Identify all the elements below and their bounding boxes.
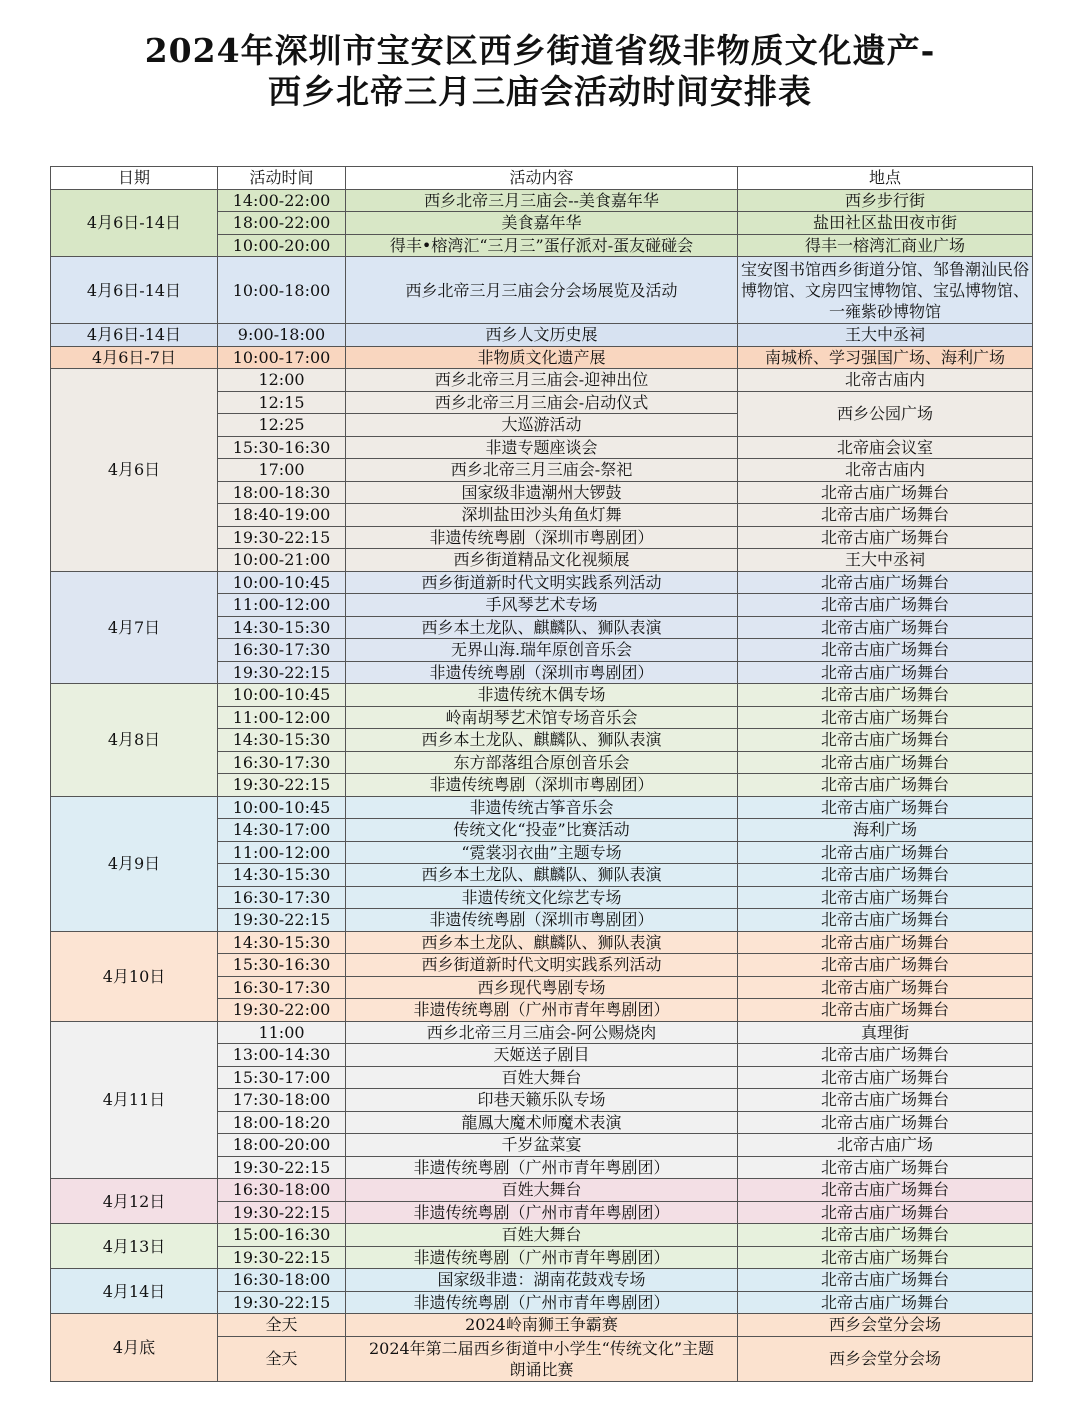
place-cell: 北帝古庙广场舞台 xyxy=(738,706,1033,729)
place-cell: 西乡公园广场 xyxy=(738,391,1033,436)
content-cell: 百姓大舞台 xyxy=(346,1224,738,1247)
time-cell: 10:00-10:45 xyxy=(218,571,346,594)
date-cell: 4月14日 xyxy=(51,1269,218,1314)
content-cell: 非遗传统粤剧（深圳市粤剧团） xyxy=(346,774,738,797)
time-cell: 16:30-17:30 xyxy=(218,976,346,999)
date-cell: 4月12日 xyxy=(51,1179,218,1224)
date-cell: 4月10日 xyxy=(51,931,218,1021)
group-apr6-14-exhibits xyxy=(51,257,1033,324)
place-cell: 北帝古庙广场舞台 xyxy=(738,616,1033,639)
place-cell: 北帝古庙广场舞台 xyxy=(738,639,1033,662)
group-apr6-14-food xyxy=(51,189,1033,257)
content-cell: 传统文化“投壶”比赛活动 xyxy=(346,819,738,842)
content-cell: 岭南胡琴艺术馆专场音乐会 xyxy=(346,706,738,729)
date-cell: 4月11日 xyxy=(51,1021,218,1179)
place-cell: 北帝古庙广场舞台 xyxy=(738,909,1033,932)
time-cell: 全天 xyxy=(218,1314,346,1337)
time-cell: 10:00-17:00 xyxy=(218,346,346,369)
place-cell: 北帝古庙广场舞台 xyxy=(738,1201,1033,1224)
group-apr14 xyxy=(51,1269,1033,1314)
content-cell: 西乡本土龙队、麒麟队、狮队表演 xyxy=(346,864,738,887)
date-cell: 4月6日-14日 xyxy=(51,324,218,347)
place-cell: 北帝古庙广场舞台 xyxy=(738,594,1033,617)
table-row xyxy=(51,571,1033,594)
date-cell: 4月6日-14日 xyxy=(51,189,218,257)
content-cell: 西乡本土龙队、麒麟队、狮队表演 xyxy=(346,931,738,954)
place-cell: 北帝古庙广场舞台 xyxy=(738,1044,1033,1067)
time-cell: 10:00-10:45 xyxy=(218,684,346,707)
time-cell: 17:00 xyxy=(218,459,346,482)
time-cell: 19:30-22:15 xyxy=(218,1291,346,1314)
content-cell: “霓裳羽衣曲”主题专场 xyxy=(346,841,738,864)
place-cell: 北帝古庙广场舞台 xyxy=(738,1246,1033,1269)
header-date: 日期 xyxy=(51,167,218,190)
time-cell: 16:30-18:00 xyxy=(218,1269,346,1292)
place-cell: 北帝古庙广场舞台 xyxy=(738,1224,1033,1247)
place-cell: 北帝古庙广场舞台 xyxy=(738,931,1033,954)
group-apr6-7 xyxy=(51,346,1033,369)
content-cell: 西乡北帝三月三庙会-阿公赐烧肉 xyxy=(346,1021,738,1044)
content-cell: 天姬送子剧目 xyxy=(346,1044,738,1067)
time-cell: 15:30-17:00 xyxy=(218,1066,346,1089)
place-cell: 得丰一榕湾汇商业广场 xyxy=(738,234,1033,257)
date-cell: 4月底 xyxy=(51,1314,218,1382)
content-cell: 印巷天籁乐队专场 xyxy=(346,1089,738,1112)
time-cell: 17:30-18:00 xyxy=(218,1089,346,1112)
table-row xyxy=(51,346,1033,369)
time-cell: 13:00-14:30 xyxy=(218,1044,346,1067)
time-cell: 10:00-21:00 xyxy=(218,549,346,572)
place-cell: 北帝古庙广场舞台 xyxy=(738,1089,1033,1112)
place-cell: 北帝古庙广场舞台 xyxy=(738,1156,1033,1179)
table-row xyxy=(51,1314,1033,1337)
place-cell: 北帝古庙广场舞台 xyxy=(738,729,1033,752)
content-cell: 西乡北帝三月三庙会-祭祀 xyxy=(346,459,738,482)
content-cell: 非遗传统粤剧（深圳市粤剧团） xyxy=(346,526,738,549)
place-cell: 盐田社区盐田夜市街 xyxy=(738,212,1033,235)
schedule-table xyxy=(50,166,1033,1382)
time-cell: 10:00-18:00 xyxy=(218,257,346,324)
date-cell: 4月6日 xyxy=(51,369,218,572)
table-row xyxy=(51,369,1033,392)
time-cell: 12:00 xyxy=(218,369,346,392)
time-cell: 11:00-12:00 xyxy=(218,594,346,617)
content-cell: 非遗传统古筝音乐会 xyxy=(346,796,738,819)
time-cell: 11:00-12:00 xyxy=(218,841,346,864)
header-place: 地点 xyxy=(738,167,1033,190)
content-cell: 千岁盆菜宴 xyxy=(346,1134,738,1157)
time-cell: 19:30-22:15 xyxy=(218,1156,346,1179)
time-cell: 16:30-17:30 xyxy=(218,751,346,774)
place-cell: 北帝古庙广场舞台 xyxy=(738,571,1033,594)
table-row xyxy=(51,931,1033,954)
content-cell: 深圳盐田沙头角鱼灯舞 xyxy=(346,504,738,527)
content-cell: 非遗传统粤剧（广州市青年粤剧团） xyxy=(346,1246,738,1269)
place-cell: 真理街 xyxy=(738,1021,1033,1044)
time-cell: 15:30-16:30 xyxy=(218,436,346,459)
place-cell: 北帝古庙广场舞台 xyxy=(738,999,1033,1022)
time-cell: 16:30-18:00 xyxy=(218,1179,346,1202)
table-row xyxy=(51,1021,1033,1044)
content-cell: 无界山海.瑞年原创音乐会 xyxy=(346,639,738,662)
table-row xyxy=(51,1179,1033,1202)
time-cell: 14:30-15:30 xyxy=(218,729,346,752)
place-cell: 北帝古庙广场舞台 xyxy=(738,796,1033,819)
content-cell: 东方部落组合原创音乐会 xyxy=(346,751,738,774)
place-cell: 北帝古庙广场舞台 xyxy=(738,684,1033,707)
time-cell: 11:00-12:00 xyxy=(218,706,346,729)
time-cell: 15:00-16:30 xyxy=(218,1224,346,1247)
place-cell: 北帝古庙内 xyxy=(738,459,1033,482)
content-cell: 西乡北帝三月三庙会-启动仪式 xyxy=(346,391,738,414)
group-apr6 xyxy=(51,369,1033,572)
time-cell: 16:30-17:30 xyxy=(218,639,346,662)
content-cell: 西乡现代粤剧专场 xyxy=(346,976,738,999)
time-cell: 14:00-22:00 xyxy=(218,189,346,212)
content-cell: 非遗传统文化综艺专场 xyxy=(346,886,738,909)
content-cell: 2024岭南狮王争霸赛 xyxy=(346,1314,738,1337)
content-cell: 百姓大舞台 xyxy=(346,1066,738,1089)
place-cell: 宝安图书馆西乡街道分馆、邹鲁潮汕民俗博物馆、文房四宝博物馆、宝弘博物馆、一雍紫砂博物馆 xyxy=(738,257,1033,324)
content-cell: 百姓大舞台 xyxy=(346,1179,738,1202)
place-cell: 北帝古庙广场舞台 xyxy=(738,864,1033,887)
content-cell: 西乡北帝三月三庙会-迎神出位 xyxy=(346,369,738,392)
table-row xyxy=(51,1269,1033,1292)
group-apr11 xyxy=(51,1021,1033,1179)
content-cell: 西乡街道新时代文明实践系列活动 xyxy=(346,571,738,594)
time-cell: 14:30-15:30 xyxy=(218,864,346,887)
group-apr8 xyxy=(51,684,1033,797)
content-cell: 西乡人文历史展 xyxy=(346,324,738,347)
content-cell: 非遗传统粤剧（广州市青年粤剧团） xyxy=(346,1201,738,1224)
place-cell: 北帝古庙广场舞台 xyxy=(738,1066,1033,1089)
time-cell: 18:00-18:30 xyxy=(218,481,346,504)
content-cell: 2024年第二届西乡街道中小学生“传统文化”主题朗诵比赛 xyxy=(346,1336,738,1381)
place-cell: 北帝古庙广场舞台 xyxy=(738,661,1033,684)
place-cell: 北帝古庙广场舞台 xyxy=(738,1269,1033,1292)
content-cell: 手风琴艺术专场 xyxy=(346,594,738,617)
content-cell: 西乡本土龙队、麒麟队、狮队表演 xyxy=(346,616,738,639)
date-cell: 4月13日 xyxy=(51,1224,218,1269)
place-cell: 北帝古庙广场舞台 xyxy=(738,1291,1033,1314)
content-cell: 国家级非遗潮州大锣鼓 xyxy=(346,481,738,504)
place-cell: 西乡会堂分会场 xyxy=(738,1314,1033,1337)
group-apr7 xyxy=(51,571,1033,684)
title-line-2: 西乡北帝三月三庙会活动时间安排表 xyxy=(268,72,812,111)
header-time: 活动时间 xyxy=(218,167,346,190)
time-cell: 10:00-10:45 xyxy=(218,796,346,819)
time-cell: 14:30-15:30 xyxy=(218,616,346,639)
group-apr9 xyxy=(51,796,1033,931)
place-cell: 北帝古庙广场舞台 xyxy=(738,976,1033,999)
time-cell: 19:30-22:15 xyxy=(218,661,346,684)
time-cell: 18:00-22:00 xyxy=(218,212,346,235)
place-cell: 北帝古庙广场舞台 xyxy=(738,481,1033,504)
date-cell: 4月8日 xyxy=(51,684,218,797)
content-cell: 非遗传统木偶专场 xyxy=(346,684,738,707)
time-cell: 18:00-20:00 xyxy=(218,1134,346,1157)
time-cell: 19:30-22:15 xyxy=(218,526,346,549)
page-title xyxy=(0,30,1080,112)
time-cell: 10:00-20:00 xyxy=(218,234,346,257)
content-cell: 非遗传统粤剧（广州市青年粤剧团） xyxy=(346,1291,738,1314)
place-cell: 北帝古庙广场舞台 xyxy=(738,1179,1033,1202)
place-cell: 北帝古庙广场舞台 xyxy=(738,1111,1033,1134)
place-cell: 北帝庙会议室 xyxy=(738,436,1033,459)
table-row xyxy=(51,324,1033,347)
place-cell: 北帝古庙广场舞台 xyxy=(738,954,1033,977)
content-cell: 非遗传统粤剧（广州市青年粤剧团） xyxy=(346,999,738,1022)
date-cell: 4月6日-7日 xyxy=(51,346,218,369)
place-cell: 西乡步行街 xyxy=(738,189,1033,212)
time-cell: 19:30-22:00 xyxy=(218,999,346,1022)
content-cell: 龍鳳大魔术师魔术表演 xyxy=(346,1111,738,1134)
time-cell: 12:25 xyxy=(218,414,346,437)
place-cell: 西乡会堂分会场 xyxy=(738,1336,1033,1381)
time-cell: 14:30-15:30 xyxy=(218,931,346,954)
time-cell: 18:40-19:00 xyxy=(218,504,346,527)
time-cell: 14:30-17:00 xyxy=(218,819,346,842)
content-cell: 国家级非遗：湖南花鼓戏专场 xyxy=(346,1269,738,1292)
place-cell: 北帝古庙广场舞台 xyxy=(738,526,1033,549)
date-cell: 4月9日 xyxy=(51,796,218,931)
time-cell: 19:30-22:15 xyxy=(218,774,346,797)
content-cell: 美食嘉年华 xyxy=(346,212,738,235)
group-apr10 xyxy=(51,931,1033,1021)
place-cell: 南城桥、学习强国广场、海利广场 xyxy=(738,346,1033,369)
place-cell: 王大中丞祠 xyxy=(738,549,1033,572)
content-cell: 西乡北帝三月三庙会分会场展览及活动 xyxy=(346,257,738,324)
table-row xyxy=(51,684,1033,707)
header-content: 活动内容 xyxy=(346,167,738,190)
content-cell: 大巡游活动 xyxy=(346,414,738,437)
content-cell: 非遗传统粤剧（深圳市粤剧团） xyxy=(346,909,738,932)
place-cell: 北帝古庙广场舞台 xyxy=(738,751,1033,774)
place-cell: 北帝古庙广场舞台 xyxy=(738,504,1033,527)
time-cell: 9:00-18:00 xyxy=(218,324,346,347)
group-apr6-14-history xyxy=(51,324,1033,347)
time-cell: 16:30-17:30 xyxy=(218,886,346,909)
table-row xyxy=(51,1224,1033,1247)
group-apr12 xyxy=(51,1179,1033,1224)
place-cell: 北帝古庙内 xyxy=(738,369,1033,392)
time-cell: 15:30-16:30 xyxy=(218,954,346,977)
place-cell: 北帝古庙广场舞台 xyxy=(738,774,1033,797)
time-cell: 19:30-22:15 xyxy=(218,909,346,932)
time-cell: 18:00-18:20 xyxy=(218,1111,346,1134)
table-row xyxy=(51,189,1033,212)
content-cell: 得丰•榕湾汇“三月三”蛋仔派对-蛋友碰碰会 xyxy=(346,234,738,257)
content-cell: 西乡街道精品文化视频展 xyxy=(346,549,738,572)
date-cell: 4月7日 xyxy=(51,571,218,684)
time-cell: 12:15 xyxy=(218,391,346,414)
group-end-of-april xyxy=(51,1314,1033,1382)
time-cell: 11:00 xyxy=(218,1021,346,1044)
date-cell: 4月6日-14日 xyxy=(51,257,218,324)
group-apr13 xyxy=(51,1224,1033,1269)
content-cell: 非遗传统粤剧（广州市青年粤剧团） xyxy=(346,1156,738,1179)
title-line-1: 2024年深圳市宝安区西乡街道省级非物质文化遗产- xyxy=(144,31,936,70)
place-cell: 北帝古庙广场舞台 xyxy=(738,841,1033,864)
time-cell: 19:30-22:15 xyxy=(218,1201,346,1224)
place-cell: 北帝古庙广场舞台 xyxy=(738,886,1033,909)
place-cell: 海利广场 xyxy=(738,819,1033,842)
table-row xyxy=(51,796,1033,819)
content-cell: 非遗传统粤剧（深圳市粤剧团） xyxy=(346,661,738,684)
content-cell: 非物质文化遗产展 xyxy=(346,346,738,369)
place-cell: 北帝古庙广场 xyxy=(738,1134,1033,1157)
time-cell: 全天 xyxy=(218,1336,346,1381)
content-cell: 西乡本土龙队、麒麟队、狮队表演 xyxy=(346,729,738,752)
place-cell: 王大中丞祠 xyxy=(738,324,1033,347)
content-cell: 西乡北帝三月三庙会--美食嘉年华 xyxy=(346,189,738,212)
content-cell: 非遗专题座谈会 xyxy=(346,436,738,459)
table-header-row xyxy=(51,167,1033,190)
content-cell: 西乡街道新时代文明实践系列活动 xyxy=(346,954,738,977)
table-row xyxy=(51,257,1033,324)
time-cell: 19:30-22:15 xyxy=(218,1246,346,1269)
